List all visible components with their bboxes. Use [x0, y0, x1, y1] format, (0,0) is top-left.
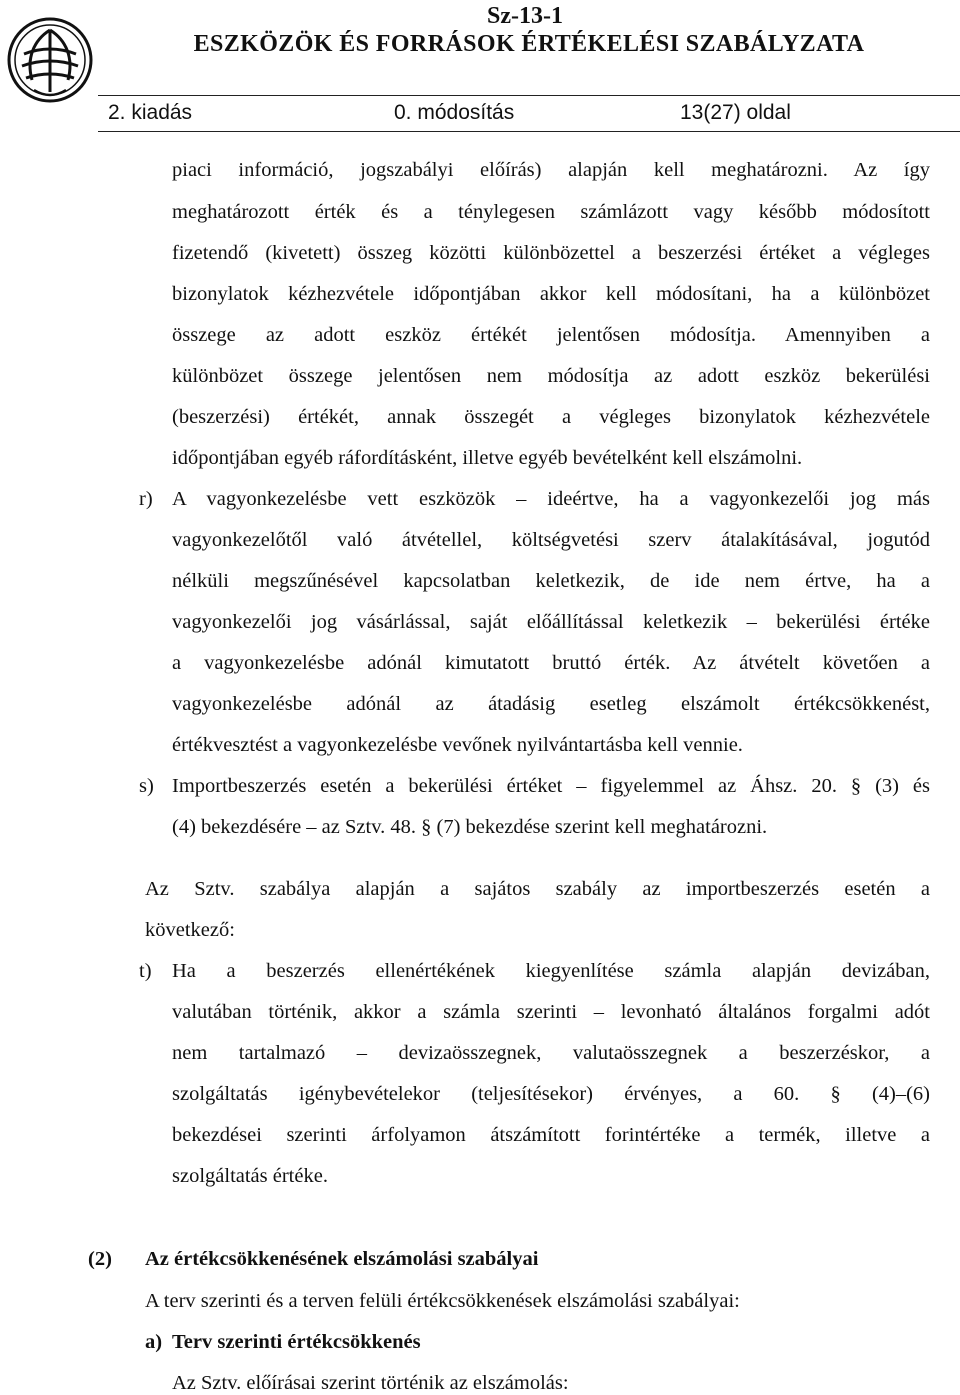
list-item-line: (4) bekezdésére – az Sztv. 48. § (7) bekezdése szerint kell meghatározni.: [172, 816, 768, 838]
list-label-t: t): [139, 960, 152, 982]
subsection-label: a): [145, 1331, 163, 1353]
document-code: Sz-13-1: [487, 3, 563, 29]
paragraph-line: Az Sztv. szabálya alapján a sajátos szabály az importbeszerzés esetén a: [145, 878, 930, 900]
list-item-line: vagyonkezelői jog vásárlással, saját előállítással keletkezik – bekerülési értéke: [172, 611, 930, 633]
list-item-line: a vagyonkezelésbe adónál kimutatott bruttó érték. Az átvételt követően a: [172, 652, 930, 674]
edition-label: 2. kiadás: [108, 101, 193, 124]
modification-label: 0. módosítás: [394, 101, 515, 124]
paragraph-line: bizonylatok kézhezvétele időpontjában akkor kell módosítani, ha a különbözet: [172, 283, 930, 305]
list-item-line: vagyonkezelésbe adónál az átadásig esetleg elszámolt értékcsökkenést,: [172, 693, 930, 715]
paragraph-line: piaci információ, jogszabályi előírás) alapján kell meghatározni. Az így: [172, 159, 930, 181]
list-item-line: értékvesztést a vagyonkezelésbe vevőnek nyilvántartásba kell vennie.: [172, 734, 743, 756]
list-label-r: r): [139, 488, 153, 510]
header-divider-bottom: [98, 131, 960, 132]
paragraph-line: időpontjában egyéb ráfordításként, illetve egyéb bevételként kell elszámolni.: [172, 447, 803, 469]
subsection-text: Az Sztv. előírásai szerint történik az elszámolás:: [172, 1372, 569, 1394]
subsection-title: Terv szerinti értékcsökkenés: [172, 1331, 421, 1353]
list-item-line: valutában történik, akkor a számla szerinti – levonható általános forgalmi adót: [172, 1001, 930, 1023]
list-item-line: Importbeszerzés esetén a bekerülési értéket – figyelemmel az Áhsz. 20. § (3) és: [172, 775, 930, 797]
paragraph-line: különbözet összege jelentősen nem módosítja az adott eszköz bekerülési: [172, 365, 930, 387]
list-item-line: szolgáltatás igénybevételekor (teljesítésekor) érvényes, a 60. § (4)–(6): [172, 1083, 930, 1105]
paragraph-line: fizetendő (kivetett) összeg közötti különbözettel a beszerzési értéket a végleges: [172, 242, 930, 264]
section-number: (2): [88, 1248, 112, 1270]
paragraph-line: (beszerzési) értékét, annak összegét a végleges bizonylatok kézhezvétele: [172, 406, 930, 428]
section-title: Az értékcsökkenésének elszámolási szabályai: [145, 1248, 539, 1270]
paragraph-line: összege az adott eszköz értékét jelentősen módosítja. Amennyiben a: [172, 324, 930, 346]
list-item-line: nélküli megszűnésével kapcsolatban keletkezik, de ide nem értve, ha a: [172, 570, 930, 592]
header-divider: [98, 95, 960, 96]
section-intro: A terv szerinti és a terven felüli értékcsökkenések elszámolási szabályai:: [145, 1290, 740, 1312]
list-label-s: s): [139, 775, 154, 797]
list-item-line: vagyonkezelőtől való átvétellel, költségvetési szerv átalakításával, jogutód: [172, 529, 930, 551]
list-item-line: Ha a beszerzés ellenértékének kiegyenlítése számla alapján devizában,: [172, 960, 930, 982]
paragraph-line: meghatározott érték és a ténylegesen számlázott vagy később módosított: [172, 201, 930, 223]
list-item-line: A vagyonkezelésbe vett eszközök – ideértve, ha a vagyonkezelői jog más: [172, 488, 930, 510]
list-item-line: bekezdései szerinti árfolyamon átszámított forintértéke a termék, illetve a: [172, 1124, 930, 1146]
document-title: ESZKÖZÖK ÉS FORRÁSOK ÉRTÉKELÉSI SZABÁLYZATA: [193, 31, 865, 57]
list-item-line: nem tartalmazó – devizaösszegnek, valutaösszegnek a beszerzéskor, a: [172, 1042, 930, 1064]
list-item-line: szolgáltatás értéke.: [172, 1165, 328, 1187]
paragraph-line: következő:: [145, 919, 235, 941]
page-number: 13(27) oldal: [680, 101, 791, 124]
